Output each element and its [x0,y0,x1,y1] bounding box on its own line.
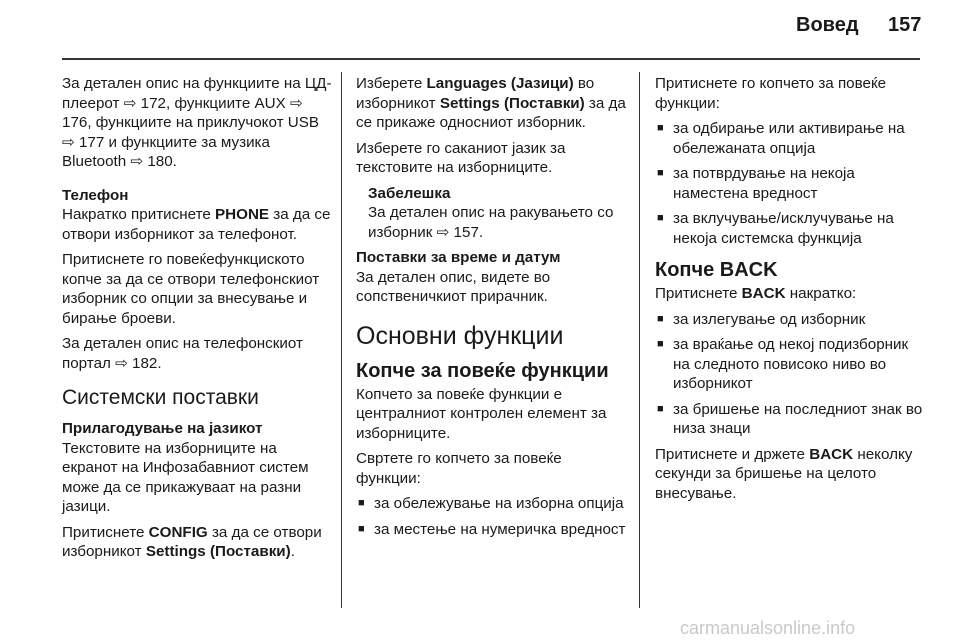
list-item: ■ за враќање од некој подизборник на следното повисоко ниво во изборникот [655,335,927,394]
note-title: Забелешка [368,184,451,202]
list-item: ■ за потврдување на некоја наместена вредност [655,164,927,203]
back-button-heading: Копче BACK [655,259,778,281]
list-item: ■ за излегување од изборник [655,310,927,330]
phone-paragraph-1: Накратко притиснете PHONE за да се отвори изборникот за телефонот. [62,206,331,243]
knob-paragraph-2: Свртете го копчето за повеќе функции: [356,450,562,487]
time-date-paragraph: За детален опис, видете во сопственичкиот прирачник. [356,268,551,305]
column-3 [655,74,927,509]
phone-paragraph-3: За детален опис на телефонскиот портал ⇨ 182. [62,335,303,372]
turn-list [356,494,630,539]
phone-heading: Телефон [62,186,129,204]
list-item: ■ за бришење на последниот знак во низа знаци [655,400,927,439]
system-settings-heading: Системски поставки [62,386,259,409]
list-item: ■ за вклучување/исклучување на некоја системска функција [655,209,927,248]
page-number: 157 [888,14,922,36]
column-2 [356,74,630,545]
header-rule [62,58,920,60]
knob-paragraph-1: Копчето за повеќе функции е централниот контролен елемент за изборниците. [356,385,607,442]
hold-back-paragraph: Притиснете и држете BACK неколку секунди за бришење на целото внесување. [655,445,913,502]
multifunction-knob-heading: Копче за повеќе функции [356,359,609,382]
list-item: ■ за обележување на изборна опција [356,494,630,514]
time-date-heading: Поставки за време и датум [356,249,561,266]
language-paragraph-1: Текстовите на изборниците на екранот на Инфозабавниот систем може да се прикажуваат на разни јазици. [62,439,309,515]
column-1 [62,74,334,568]
back-paragraph: Притиснете BACK накратко: [655,285,857,302]
basic-functions-heading: Основни функции [356,321,564,350]
language-paragraph-2: Притиснете CONFIG за да се отвори изборникот Settings (Поставки). [62,523,322,560]
languages-paragraph: Изберете Languages (Јазици) во изборникот Settings (Поставки) за да се прикаже односниот изборник. [356,75,626,131]
press-knob-paragraph: Притиснете го копчето за повеќе функции: [655,75,887,112]
back-list [655,310,927,439]
press-list [655,119,927,248]
language-heading: Прилагодување на јазикот [62,420,263,437]
watermark: carmanualsonline.info [680,618,856,638]
column-divider-2 [639,72,640,608]
list-item: ■ за местење на нумеричка вредност [356,520,630,540]
intro-paragraph: За детален опис на функциите на ЦД-плеерот ⇨ 172, функциите AUX ⇨ 176, функциите на приклучокот USB ⇨ 177 и функциите за музика Bluetooth ⇨ 180. [62,75,332,170]
note-block [356,184,630,243]
phone-paragraph-2: Притиснете го повеќефункциското копче за да се отвори телефонскиот изборник со опции за внесување и бирање броеви. [62,251,320,327]
note-text: За детален опис на ракувањето со изборник ⇨ 157. [368,204,614,241]
list-item: ■ за одбирање или активирање на обележаната опција [655,119,927,158]
select-language-paragraph: Изберете го саканиот јазик за текстовите на изборниците. [356,139,566,176]
page-header-title: Вовед [796,14,859,36]
column-divider-1 [341,72,342,608]
